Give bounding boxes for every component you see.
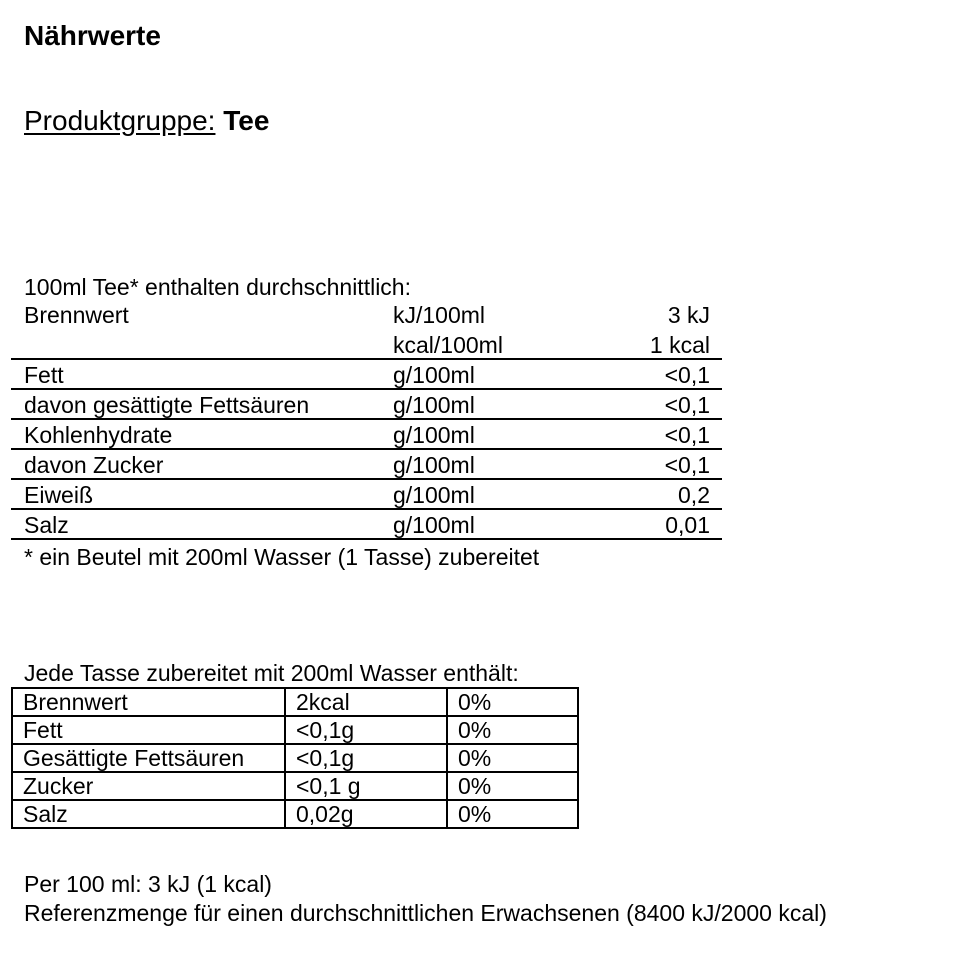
- nutrient-unit: g/100ml: [393, 422, 475, 448]
- nutrition-table-per-cup: [11, 687, 579, 829]
- nutrient-name: Brennwert: [12, 688, 285, 716]
- nutrient-name: Fett: [24, 362, 64, 388]
- nutrient-percent: 0%: [447, 744, 578, 772]
- nutrient-name: Fett: [12, 716, 285, 744]
- table-row: [11, 510, 722, 540]
- nutrient-value: <0,1: [664, 392, 710, 418]
- nutrition-table-per-100ml: [11, 300, 722, 540]
- nutrient-unit: g/100ml: [393, 482, 475, 508]
- footer-line-1: Per 100 ml: 3 kJ (1 kcal): [24, 871, 272, 897]
- nutrient-value: 0,01: [665, 512, 710, 538]
- nutrient-percent: 0%: [447, 800, 578, 828]
- table-row: [12, 716, 578, 744]
- table1-heading: 100ml Tee* enthalten durchschnittlich:: [24, 274, 411, 300]
- table-row: [12, 744, 578, 772]
- nutrient-unit: kJ/100ml: [393, 302, 486, 328]
- nutrient-name: Salz: [24, 512, 69, 538]
- table-row: [12, 800, 578, 828]
- product-group-label: Produktgruppe:: [24, 105, 216, 136]
- nutrient-name: davon Zucker: [24, 452, 164, 478]
- nutrient-value: 3 kJ: [667, 302, 710, 328]
- nutrient-percent: 0%: [447, 716, 578, 744]
- table-row: [11, 480, 722, 510]
- nutrient-value: 1 kcal: [649, 332, 710, 358]
- nutrient-value: 0,2: [678, 482, 710, 508]
- nutrient-name: Kohlenhydrate: [24, 422, 173, 448]
- nutrient-name: Zucker: [12, 772, 285, 800]
- nutrient-value: <0,1: [664, 422, 710, 448]
- page-title: Nährwerte: [24, 20, 161, 51]
- table-row: [11, 300, 722, 330]
- nutrient-percent: 0%: [447, 688, 578, 716]
- table2-heading: Jede Tasse zubereitet mit 200ml Wasser enthält:: [24, 660, 519, 686]
- nutrient-amount: 2kcal: [285, 688, 447, 716]
- table1-footnote: * ein Beutel mit 200ml Wasser (1 Tasse) zubereitet: [24, 544, 540, 570]
- nutrient-name: Salz: [12, 800, 285, 828]
- table-row: [11, 390, 722, 420]
- table-row: [11, 360, 722, 390]
- nutrient-value: <0,1: [664, 362, 710, 388]
- table-row: [11, 420, 722, 450]
- nutrient-name: Eiweiß: [24, 482, 94, 508]
- nutrient-unit: g/100ml: [393, 392, 475, 418]
- table-row: [11, 450, 722, 480]
- nutrient-unit: g/100ml: [393, 512, 475, 538]
- nutrient-amount: <0,1g: [285, 744, 447, 772]
- nutrient-name: Gesättigte Fettsäuren: [12, 744, 285, 772]
- nutrient-unit: kcal/100ml: [393, 332, 503, 358]
- nutrient-value: <0,1: [664, 452, 710, 478]
- table-row: [12, 688, 578, 716]
- nutrient-unit: g/100ml: [393, 362, 475, 388]
- product-group-value: Tee: [223, 105, 270, 136]
- table-row: [11, 330, 722, 360]
- nutrient-unit: g/100ml: [393, 452, 475, 478]
- nutrient-amount: 0,02g: [285, 800, 447, 828]
- nutrient-amount: <0,1 g: [285, 772, 447, 800]
- nutrient-percent: 0%: [447, 772, 578, 800]
- nutrient-name: Brennwert: [24, 302, 129, 328]
- product-group: [24, 103, 269, 139]
- table-row: [12, 772, 578, 800]
- nutrient-amount: <0,1g: [285, 716, 447, 744]
- nutrient-name: davon gesättigte Fettsäuren: [24, 392, 310, 418]
- footer-line-2: Referenzmenge für einen durchschnittlichen Erwachsenen (8400 kJ/2000 kcal): [24, 900, 827, 926]
